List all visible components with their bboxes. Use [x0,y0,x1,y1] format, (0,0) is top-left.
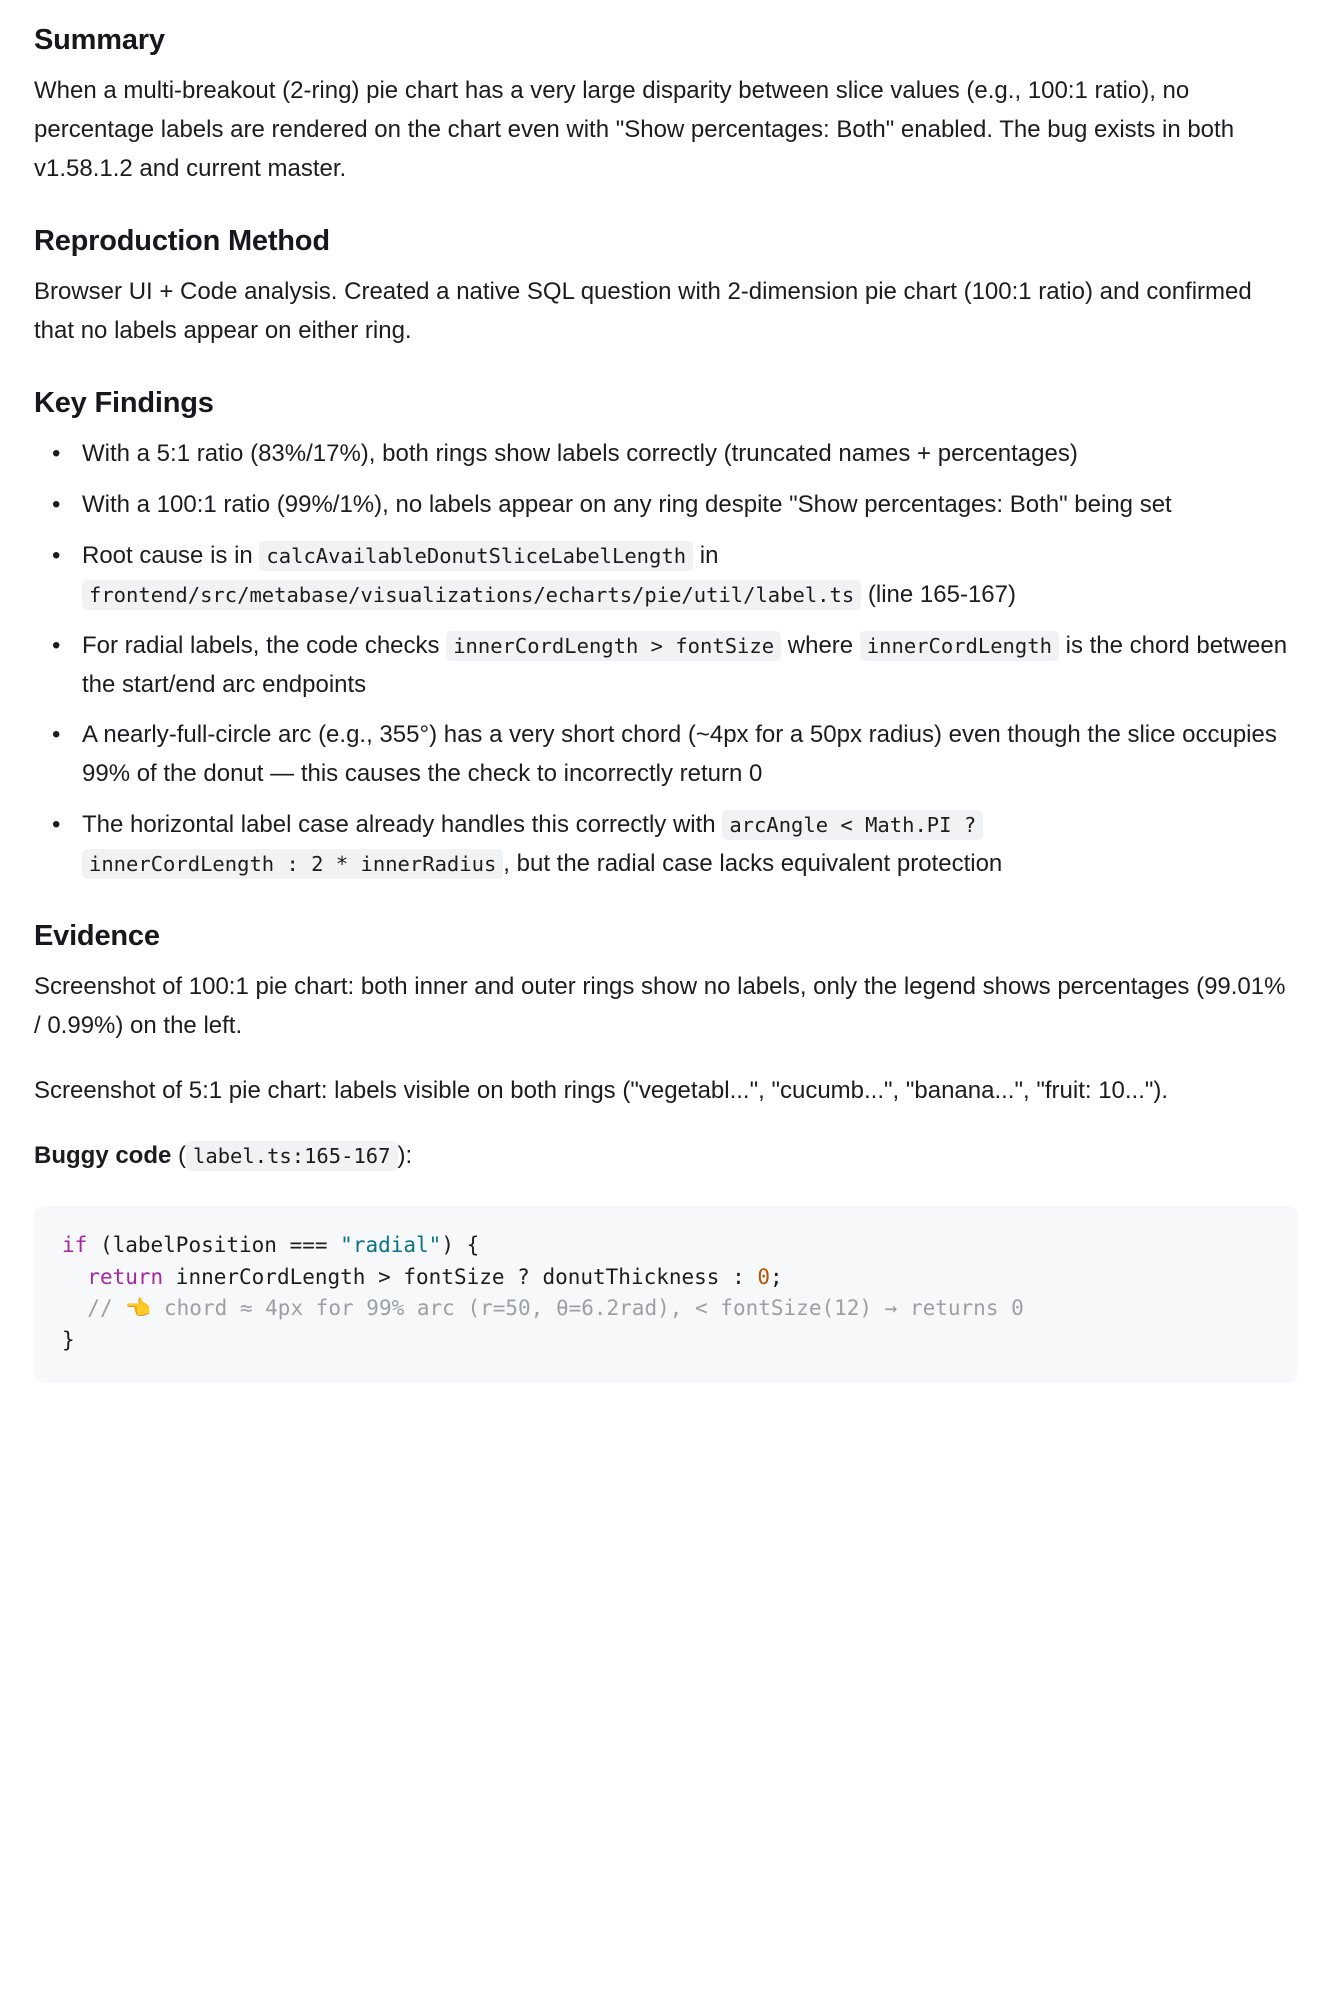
reproduction-heading: Reproduction Method [34,224,330,257]
code-string-radial: "radial" [340,1232,442,1257]
key-findings-heading: Key Findings [34,386,214,419]
inline-code: frontend/src/metabase/visualizations/echarts/pie/util/label.ts [82,580,861,610]
summary-section [34,22,1298,189]
buggy-code-ref: label.ts:165-167 [186,1141,397,1171]
code-line1-end: ) { [441,1232,480,1257]
list-item-text: , but the radial case lacks equivalent protection [503,850,1003,877]
evidence-paragraph-1: Screenshot of 100:1 pie chart: both inner and outer rings show no labels, only the legend shows percentages (99.01% / 0.99%) on the left. [34,973,1286,1039]
evidence-heading: Evidence [34,919,160,952]
list-item-text: With a 100:1 ratio (99%/1%), no labels appear on any ring despite "Show percentages: Both" being set [82,491,1172,518]
inline-code: arcAngle < Math.PI ? [722,810,983,840]
list-item-text: in [693,541,719,569]
list-item-text: Root cause is in [82,541,260,569]
summary-heading: Summary [34,24,165,56]
list-item [34,716,1298,794]
code-line2-end: ; [770,1264,783,1289]
buggy-code-label: Buggy code [34,1141,172,1169]
code-keyword-if: if [62,1232,88,1257]
list-item-text: With a 5:1 ratio (83%/17%), both rings show labels correctly (truncated names + percentages) [82,440,1078,468]
buggy-code-suffix: : [405,1141,413,1169]
summary-body: When a multi-breakout (2-ring) pie chart has a very large disparity between slice values (e.g., 100:1 ratio), no percentage labels are rendered on the chart even with "Show percentages: Both" enabled. The bug exists in both v1.58.1.2 and current master. [34,77,1235,182]
list-item-text: For radial labels, the code checks [82,631,447,659]
code-keyword-return: return [87,1264,164,1289]
evidence-section [34,918,1298,1383]
key-findings-section [34,385,1298,884]
code-comment: // 👈 chord ≈ 4px for 99% arc (r=50, θ=6.2rad), < fontSize(12) → returns 0 [87,1296,1024,1321]
code-line2-mid: innerCordLength > fontSize ? donutThickness : [163,1264,758,1289]
evidence-paragraph-2: Screenshot of 5:1 pie chart: labels visible on both rings ("vegetabl...", "cucumb...", "banana...", "fruit: 10..."). [34,1076,1169,1104]
key-findings-list [34,435,1298,884]
list-item [34,627,1298,705]
inline-code: calcAvailableDonutSliceLabelLength [259,541,693,571]
code-line4: } [62,1328,75,1353]
inline-code: innerCordLength [860,631,1059,661]
inline-code: innerCordLength > fontSize [446,631,781,661]
code-block-content [62,1230,1270,1358]
buggy-code-caption: Buggy code ( label.ts:165-167 ): [34,1141,413,1169]
list-item-text: where [781,631,860,659]
code-line1-mid: (labelPosition === [87,1232,341,1257]
list-item [34,806,1298,884]
list-item [34,486,1298,525]
code-number-zero: 0 [757,1264,771,1289]
inline-code: innerCordLength : 2 * innerRadius [82,849,503,879]
reproduction-body: Browser UI + Code analysis. Created a native SQL question with 2-dimension pie chart (100:1 ratio) and confirmed that no labels appear on either ring. [34,278,1252,344]
code-block [34,1206,1298,1384]
list-item-text: (line 165-167) [861,580,1016,608]
reproduction-section [34,223,1298,351]
list-item-text: The horizontal label case already handles this correctly with [82,811,723,839]
list-item-text: is the chord between the start/end arc endpoints [82,631,1288,698]
list-item [34,537,1298,615]
list-item [34,435,1298,474]
list-item-text: A nearly-full-circle arc (e.g., 355°) has a very short chord (~4px for a 50px radius) even though the slice occupies 99% of the donut — this causes the check to incorrectly return 0 [82,721,1277,788]
